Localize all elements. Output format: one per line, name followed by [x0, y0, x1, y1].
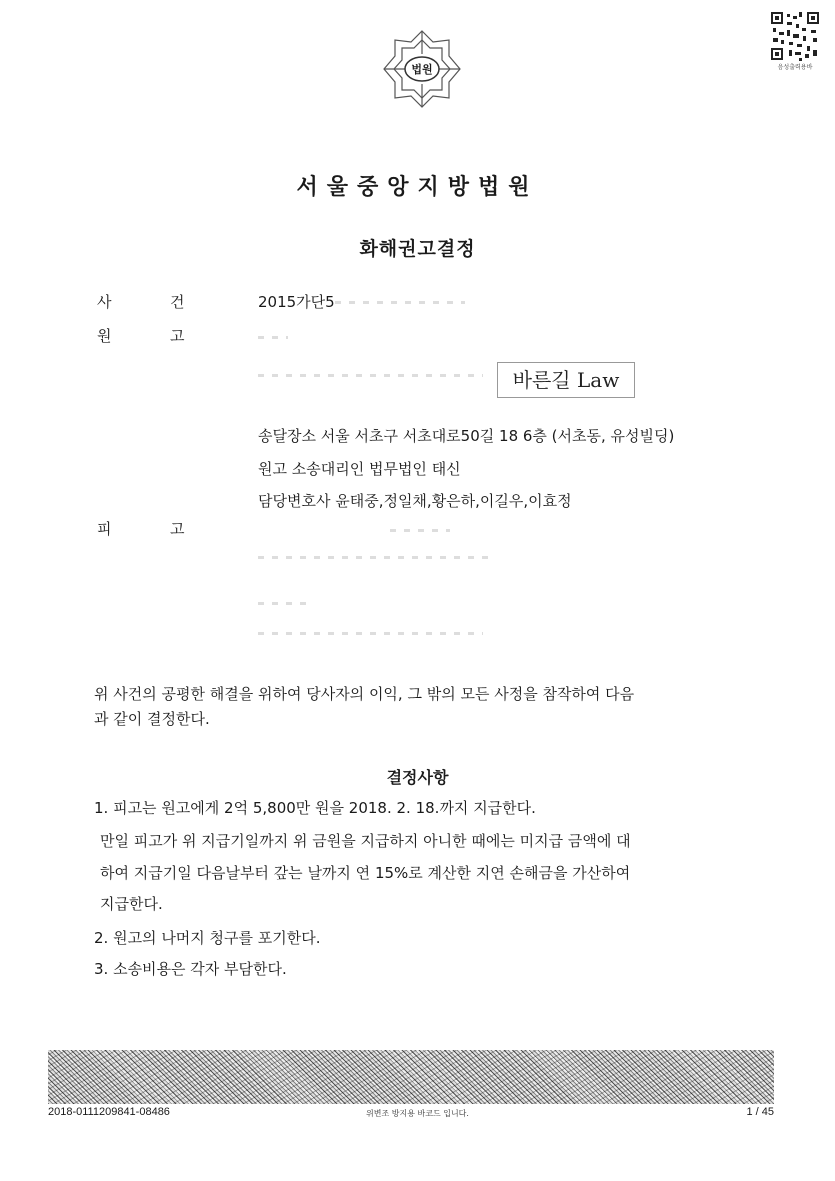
court-emblem [381, 28, 463, 110]
redaction [258, 556, 488, 559]
decision-item-1-line-3: 하여 지급기일 다음날부터 갚는 날까지 연 15%로 계산한 지연 손해금을 가산하여 [100, 864, 631, 882]
decision-item-1-line-4: 지급한다. [100, 895, 163, 913]
page-number: 1 / 45 [746, 1106, 774, 1118]
emblem-text: 법원 [411, 63, 433, 76]
barcode-notice: 위변조 방지용 바코드 입니다. [366, 1109, 469, 1118]
redaction [258, 374, 483, 377]
intro-line-2: 과 같이 결정한다. [94, 710, 210, 728]
qr-caption: 음성출력용바 [777, 64, 813, 71]
plaintiff-label-2: 고 [170, 327, 185, 345]
defendant-label-1: 피 [97, 520, 112, 538]
decision-title: 결정사항 [386, 768, 449, 787]
defendant-label-2: 고 [170, 520, 185, 538]
case-label-1: 사 [97, 293, 112, 311]
case-number: 2015가단5 [258, 293, 335, 311]
plaintiff-label-1: 원 [97, 327, 112, 345]
document-title: 화해권고결정 [359, 238, 476, 260]
document-id: 2018-0111209841-08486 [48, 1106, 170, 1118]
decision-item-2: 2. 원고의 나머지 청구를 포기한다. [94, 929, 321, 947]
intro-line-1: 위 사건의 공평한 해결을 위하여 당사자의 이익, 그 밖의 모든 사정을 참작하여 다음 [94, 685, 635, 703]
qr-code-icon [769, 10, 821, 62]
decision-item-1: 1. 피고는 원고에게 2억 5,800만 원을 2018. 2. 18.까지 지급한다. [94, 799, 536, 817]
case-label-2: 건 [170, 293, 185, 311]
anti-forgery-barcode [48, 1050, 774, 1104]
court-name: 서울중앙지방법원 [296, 175, 539, 200]
service-address: 송달장소 서울 서초구 서초대로50길 18 6층 (서초동, 유성빌딩) [258, 427, 675, 445]
firm-stamp: 바른길 Law [497, 362, 635, 398]
redaction [390, 529, 450, 532]
plaintiff-attorneys: 담당변호사 윤태중,정일채,황은하,이길우,이효정 [258, 492, 572, 510]
plaintiff-representative: 원고 소송대리인 법무법인 태신 [258, 460, 461, 478]
redaction [258, 602, 308, 605]
redaction [335, 301, 465, 304]
decision-item-3: 3. 소송비용은 각자 부담한다. [94, 960, 287, 978]
redaction [258, 336, 288, 339]
redaction [258, 632, 483, 635]
decision-item-1-line-2: 만일 피고가 위 지급기일까지 위 금원을 지급하지 아니한 때에는 미지급 금액에 대 [100, 832, 631, 850]
